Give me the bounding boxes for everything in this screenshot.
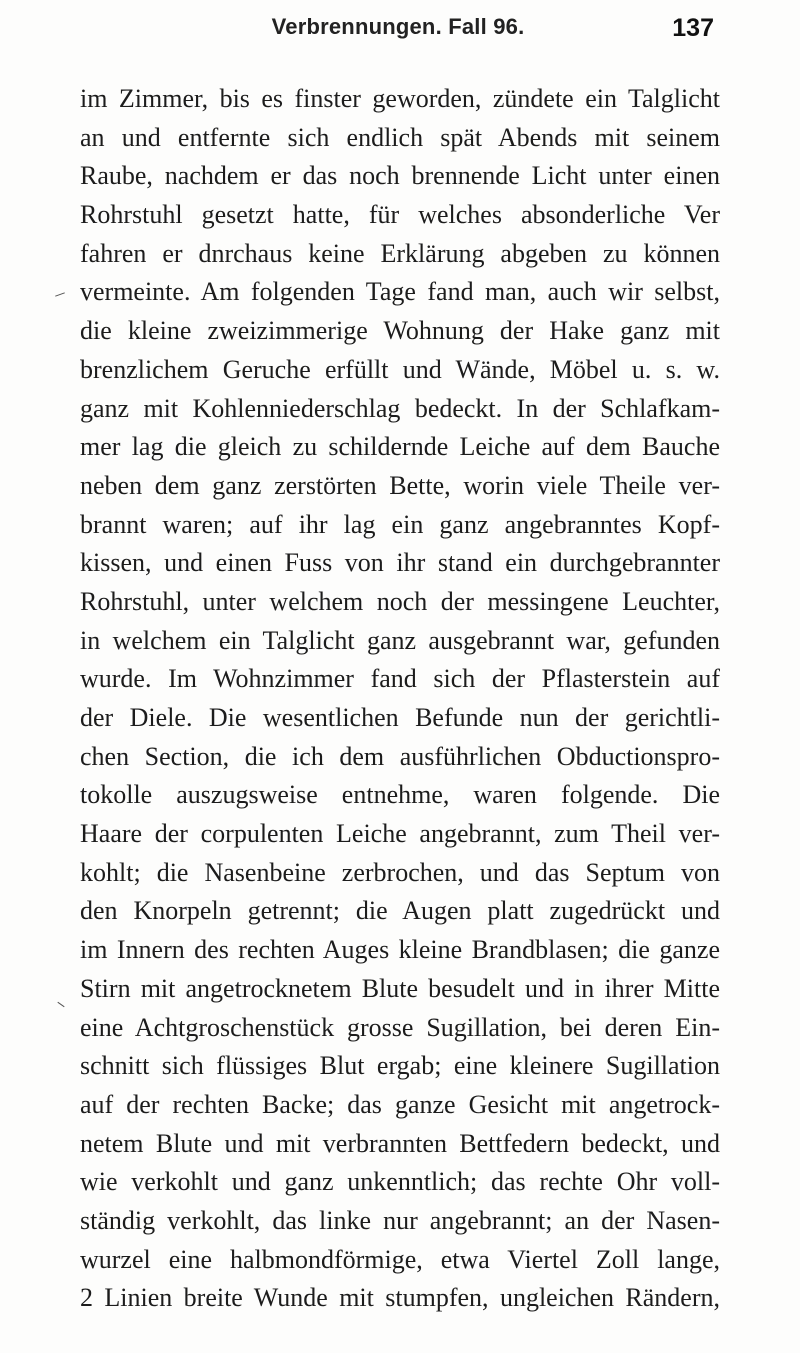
text-line: schnitt sich flüssiges Blut ergab; eine kleinere Sugillation <box>80 1051 720 1081</box>
text-line: Rohrstuhl, unter welchem noch der messingene Leuchter, <box>80 586 720 616</box>
text-line: Haare der corpulenten Leiche angebrannt, zum Theil ver- <box>80 819 720 849</box>
body-text <box>80 80 720 1318</box>
text-line: netem Blute und mit verbrannten Bettfedern bedeckt, und <box>80 1128 720 1158</box>
text-line: wurzel eine halbmondförmige, etwa Viertel Zoll lange, <box>80 1244 720 1274</box>
text-line: wie verkohlt und ganz unkenntlich; das rechte Ohr voll- <box>80 1167 720 1197</box>
text-line: kohlt; die Nasenbeine zerbrochen, und das Septum von <box>80 857 720 887</box>
text-line: kissen, und einen Fuss von ihr stand ein durchgebrannter <box>80 548 720 578</box>
text-line: tokolle auszugsweise entnehme, waren folgende. Die <box>80 780 720 810</box>
page-number: 137 <box>672 14 714 42</box>
text-line: ständig verkohlt, das linke nur angebrannt; an der Nasen- <box>80 1205 720 1235</box>
text-line: brenzlichem Geruche erfüllt und Wände, Möbel u. s. w. <box>80 354 720 384</box>
text-line: brannt waren; auf ihr lag ein ganz angebranntes Kopf- <box>80 509 720 539</box>
running-title: Verbrennungen. Fall 96. <box>271 14 525 39</box>
margin-mark <box>55 292 65 296</box>
text-line: Raube, nachdem er das noch brennende Licht unter einen <box>80 161 720 191</box>
margin-mark <box>57 1002 64 1007</box>
text-line: fahren er dnrchaus keine Erklärung abgeben zu können <box>80 238 720 268</box>
text-line: ganz mit Kohlenniederschlag bedeckt. In der Schlafkam- <box>80 393 720 423</box>
text-line: den Knorpeln getrennt; die Augen platt zugedrückt und <box>80 896 720 926</box>
text-line: im Zimmer, bis es finster geworden, zündete ein Talglicht <box>80 84 720 113</box>
text-line: auf der rechten Backe; das ganze Gesicht mit angetrock- <box>80 1089 720 1119</box>
text-line: neben dem ganz zerstörten Bette, worin viele Theile ver- <box>80 470 720 500</box>
text-line: an und entfernte sich endlich spät Abends mit seinem <box>80 122 720 152</box>
text-line: wurde. Im Wohnzimmer fand sich der Pflasterstein auf <box>80 664 720 694</box>
text-line: in welchem ein Talglicht ganz ausgebrannt war, gefunden <box>80 625 720 655</box>
text-line: Stirn mit angetrocknetem Blute besudelt und in ihrer Mitte <box>80 973 720 1003</box>
text-line: eine Achtgroschenstück grosse Sugillation, bei deren Ein- <box>80 1012 720 1042</box>
text-line: 2 Linien breite Wunde mit stumpfen, ungleichen Rändern, <box>80 1283 720 1313</box>
text-line: Rohrstuhl gesetzt hatte, für welches absonderliche Ver <box>80 200 720 230</box>
text-line: vermeinte. Am folgenden Tage fand man, auch wir selbst, <box>80 277 720 307</box>
text-line: chen Section, die ich dem ausführlichen Obductionspro- <box>80 741 720 771</box>
running-header <box>78 14 718 48</box>
text-line: im Innern des rechten Auges kleine Brandblasen; die ganze <box>80 935 720 965</box>
text-line: der Diele. Die wesentlichen Befunde nun der gerichtli- <box>80 703 720 732</box>
text-line: mer lag die gleich zu schildernde Leiche auf dem Bauche <box>80 432 720 462</box>
text-line: die kleine zweizimmerige Wohnung der Hake ganz mit <box>80 316 720 346</box>
